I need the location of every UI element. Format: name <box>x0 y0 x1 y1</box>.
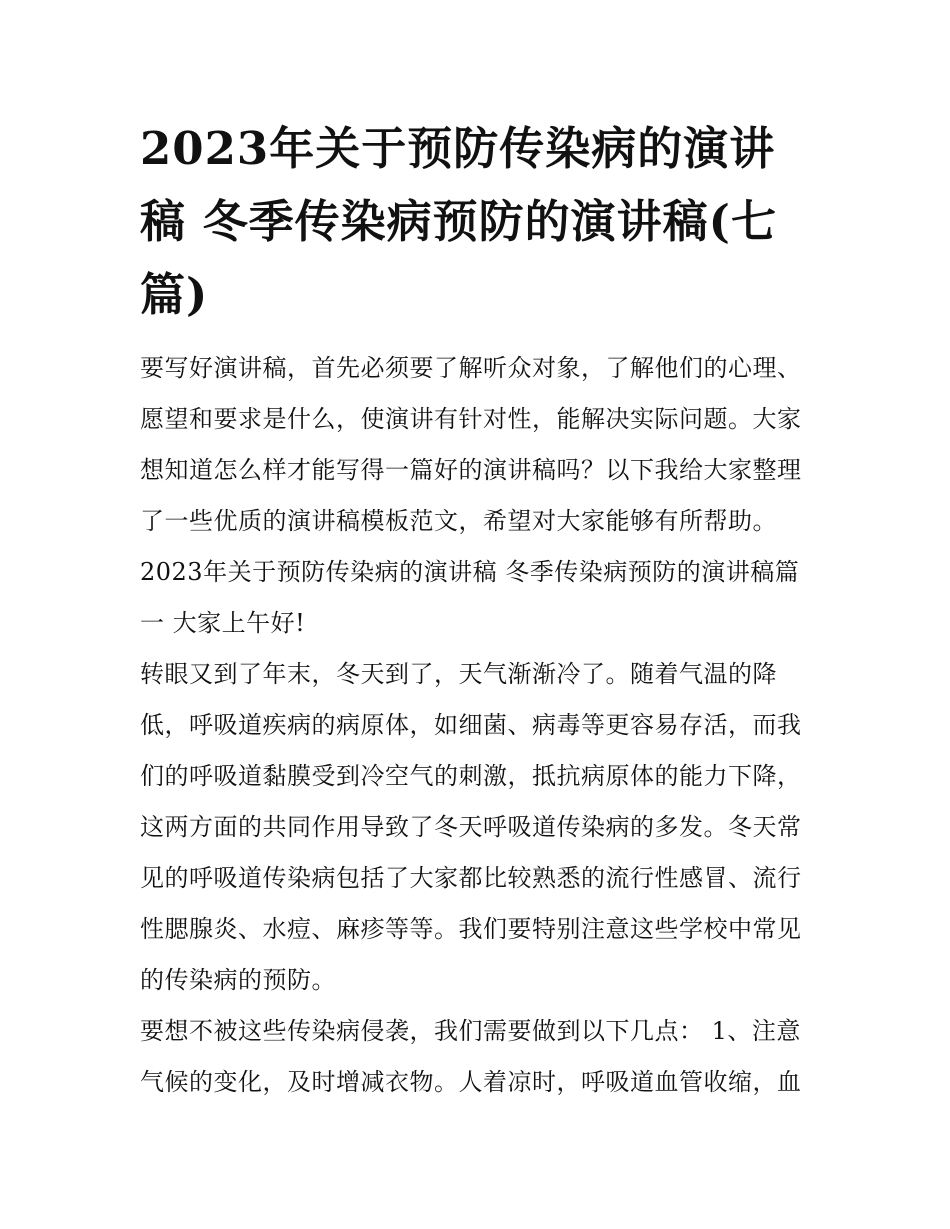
intro-paragraph: 要写好演讲稿，首先必须要了解听众对象，了解他们的心理、愿望和要求是什么，使演讲有针对性，能解决实际问题。大家想知道怎么样才能写得一篇好的演讲稿吗？以下我给大家整理了一些优质的演讲稿模板范文，希望对大家能够有所帮助。 <box>140 354 802 535</box>
body-paragraph: 要想不被这些传染病侵袭，我们需要做到以下几点： 1、注意气候的变化，及时增减衣物。人着凉时，呼吸道血管收缩，血 <box>140 1017 802 1096</box>
section-heading-paragraph: 2023年关于预防传染病的演讲稿 冬季传染病预防的演讲稿篇一 大家上午好! <box>140 558 800 637</box>
document-page <box>140 112 820 1108</box>
body-paragraph: 转眼又到了年末，冬天到了，天气渐渐冷了。随着气温的降低，呼吸道疾病的病原体，如细菌、病毒等更容易存活，而我们的呼吸道黏膜受到冷空气的刺激，抵抗病原体的能力下降，这两方面的共同作用导致了冬天呼吸道传染病的多发。冬天常见的呼吸道传染病包括了大家都比较熟悉的流行性感冒、流行性腮腺炎、水痘、麻疹等等。我们要特别注意这些学校中常见的传染病的预防。 <box>140 660 802 994</box>
document-title: 2023年关于预防传染病的演讲稿 冬季传染病预防的演讲稿(七篇) <box>140 122 777 321</box>
